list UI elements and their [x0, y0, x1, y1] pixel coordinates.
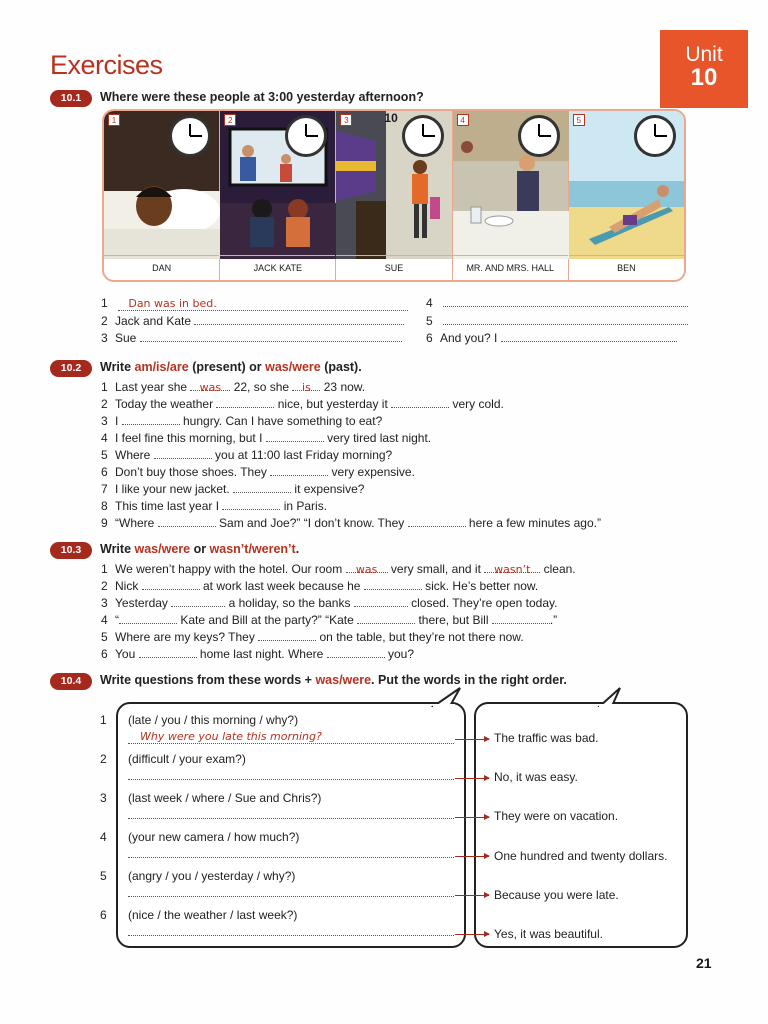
picture-strip — [102, 109, 686, 282]
response-text: They were on vacation. — [494, 809, 619, 823]
exercise-item: 2 Nick at work last week because he sick. He’s better now. — [101, 579, 539, 593]
response-text: The traffic was bad. — [494, 731, 599, 745]
page-title: Exercises — [50, 50, 163, 80]
exercise-instruction-10-3: Write was/were or wasn’t/weren’t. — [100, 542, 300, 556]
response-text: One hundred and twenty dollars. — [494, 849, 668, 863]
arrow-right-icon — [455, 817, 489, 818]
exercise-item: 6 You home last night. Where you? — [101, 647, 415, 661]
answer-line: 2 Jack and Kate — [101, 314, 404, 328]
arrow-right-icon — [455, 934, 489, 935]
exercise-item: 3 Yesterday a holiday, so the banks closed. They’re open today. — [101, 596, 558, 610]
exercise-item: 6 Don’t buy those shoes. They very expensive. — [101, 465, 415, 479]
question-prompt: (difficult / your exam?) — [128, 752, 246, 766]
exercise-badge-10-4: 10.4 — [50, 673, 92, 690]
clock-icon — [518, 115, 560, 157]
question-number: 4 — [100, 830, 107, 844]
picture-panel-ben — [569, 111, 684, 280]
question-prompt: (your new camera / how much?) — [128, 830, 300, 844]
answer-line: 3 Sue — [101, 331, 402, 345]
answer-field[interactable] — [122, 415, 180, 425]
answer-field[interactable] — [354, 597, 408, 607]
answer-field[interactable] — [233, 483, 291, 493]
question-prompt: (nice / the weather / last week?) — [128, 908, 298, 922]
picture-panel-jack-kate — [220, 111, 336, 280]
answer-line: 6 And you? I — [426, 331, 677, 345]
answer-field[interactable] — [327, 648, 385, 658]
exercise-item: 8 This time last year I in Paris. — [101, 499, 328, 513]
panel-number: 5 — [573, 114, 585, 126]
exercise-badge-10-3: 10.3 — [50, 542, 92, 559]
answer-field[interactable] — [443, 315, 688, 325]
platform-sign: 10 — [384, 111, 398, 125]
response-text: Because you were late. — [494, 888, 619, 902]
panel-caption: DAN — [104, 255, 219, 280]
question-answer-field[interactable]: Why were you late this morning? — [128, 730, 454, 744]
answer-field[interactable] — [194, 315, 404, 325]
exercise-instruction-10-1: Where were these people at 3:00 yesterday afternoon? — [100, 90, 424, 104]
answer-field[interactable]: Dan was in bed. — [118, 297, 408, 311]
exercise-item: 1 Last year she was 22, so she is 23 now. — [101, 380, 366, 394]
question-number: 2 — [100, 752, 107, 766]
panel-number: 1 — [108, 114, 120, 126]
question-number: 1 — [100, 713, 107, 727]
exercise-item: 4 “ Kate and Bill at the party?” “Kate there, but Bill .” — [101, 613, 558, 627]
arrow-right-icon — [455, 778, 489, 779]
exercise-badge-10-1: 10.1 — [50, 90, 92, 107]
answer-field[interactable]: is — [292, 381, 320, 391]
question-answer-field[interactable] — [128, 848, 454, 858]
answer-line: 4 — [426, 296, 688, 310]
answer-field[interactable] — [171, 597, 225, 607]
panel-number: 4 — [457, 114, 469, 126]
question-answer-field[interactable] — [128, 926, 454, 936]
unit-number: 10 — [690, 64, 718, 91]
arrow-right-icon — [455, 856, 489, 857]
answer-field[interactable] — [158, 517, 216, 527]
bubble-tail — [430, 686, 470, 710]
answer-field[interactable] — [154, 449, 212, 459]
clock-icon — [634, 115, 676, 157]
answer-line: 5 — [426, 314, 688, 328]
question-answer-field[interactable] — [128, 809, 454, 819]
picture-panel-sue — [336, 111, 452, 280]
panel-number: 2 — [224, 114, 236, 126]
exercise-item: 7 I like your new jacket. it expensive? — [101, 482, 365, 496]
answer-line: 1 Dan was in bed. — [101, 296, 408, 311]
unit-tab — [660, 30, 748, 108]
exercise-item: 5 Where are my keys? They on the table, but they’re not there now. — [101, 630, 524, 644]
panel-caption: BEN — [569, 255, 684, 280]
clock-icon — [169, 115, 211, 157]
picture-panel-hall — [453, 111, 569, 280]
question-prompt: (angry / you / yesterday / why?) — [128, 869, 296, 883]
answer-field[interactable] — [119, 614, 177, 624]
answer-field[interactable]: was — [346, 563, 388, 573]
panel-number: 3 — [340, 114, 352, 126]
question-answer-field[interactable] — [128, 887, 454, 897]
page-number: 21 — [696, 955, 712, 971]
answer-field[interactable] — [266, 432, 324, 442]
answer-field[interactable] — [408, 517, 466, 527]
question-prompt: (last week / where / Sue and Chris?) — [128, 791, 322, 805]
answer-field[interactable] — [357, 614, 415, 624]
response-text: Yes, it was beautiful. — [494, 927, 603, 941]
answer-field[interactable] — [258, 631, 316, 641]
answer-field[interactable] — [391, 398, 449, 408]
exercise-item: 5 Where you at 11:00 last Friday morning? — [101, 448, 393, 462]
panel-caption: SUE — [336, 255, 451, 280]
answer-field[interactable] — [443, 297, 688, 307]
exercise-badge-10-2: 10.2 — [50, 360, 92, 377]
panel-caption: JACK KATE — [220, 255, 335, 280]
arrow-right-icon — [455, 895, 489, 896]
arrow-right-icon — [455, 739, 489, 740]
answer-field[interactable] — [140, 332, 402, 342]
answer-field[interactable]: wasn’t — [484, 563, 540, 573]
answer-field[interactable] — [142, 580, 200, 590]
unit-label: Unit — [685, 43, 723, 66]
question-number: 5 — [100, 869, 107, 883]
answer-field[interactable] — [139, 648, 197, 658]
panel-caption: MR. AND MRS. HALL — [453, 255, 568, 280]
answer-field[interactable] — [501, 332, 677, 342]
question-answer-field[interactable] — [128, 770, 454, 780]
question-prompt: (late / you / this morning / why?) — [128, 713, 299, 727]
question-number: 6 — [100, 908, 107, 922]
answer-field[interactable]: was — [190, 381, 230, 391]
exercise-item: 3 I hungry. Can I have something to eat? — [101, 414, 383, 428]
clock-icon — [402, 115, 444, 157]
exercise-item: 4 I feel fine this morning, but I very tired last night. — [101, 431, 432, 445]
answer-field[interactable] — [216, 398, 274, 408]
response-text: No, it was easy. — [494, 770, 578, 784]
answer-field[interactable] — [492, 614, 550, 624]
exercise-instruction-10-4: Write questions from these words + was/were. Put the words in the right order. — [100, 673, 567, 687]
answer-field[interactable] — [222, 500, 280, 510]
picture-panel-dan — [104, 111, 220, 280]
exercise-item: 9 “Where Sam and Joe?” “I don’t know. They here a few minutes ago.” — [101, 516, 601, 530]
bubble-tail — [596, 686, 626, 710]
question-number: 3 — [100, 791, 107, 805]
answer-field[interactable] — [364, 580, 422, 590]
exercise-instruction-10-2: Write am/is/are (present) or was/were (past). — [100, 360, 362, 374]
exercise-item: 2 Today the weather nice, but yesterday it very cold. — [101, 397, 504, 411]
answer-field[interactable] — [270, 466, 328, 476]
exercise-item: 1 We weren’t happy with the hotel. Our room was very small, and it wasn’t clean. — [101, 562, 576, 576]
